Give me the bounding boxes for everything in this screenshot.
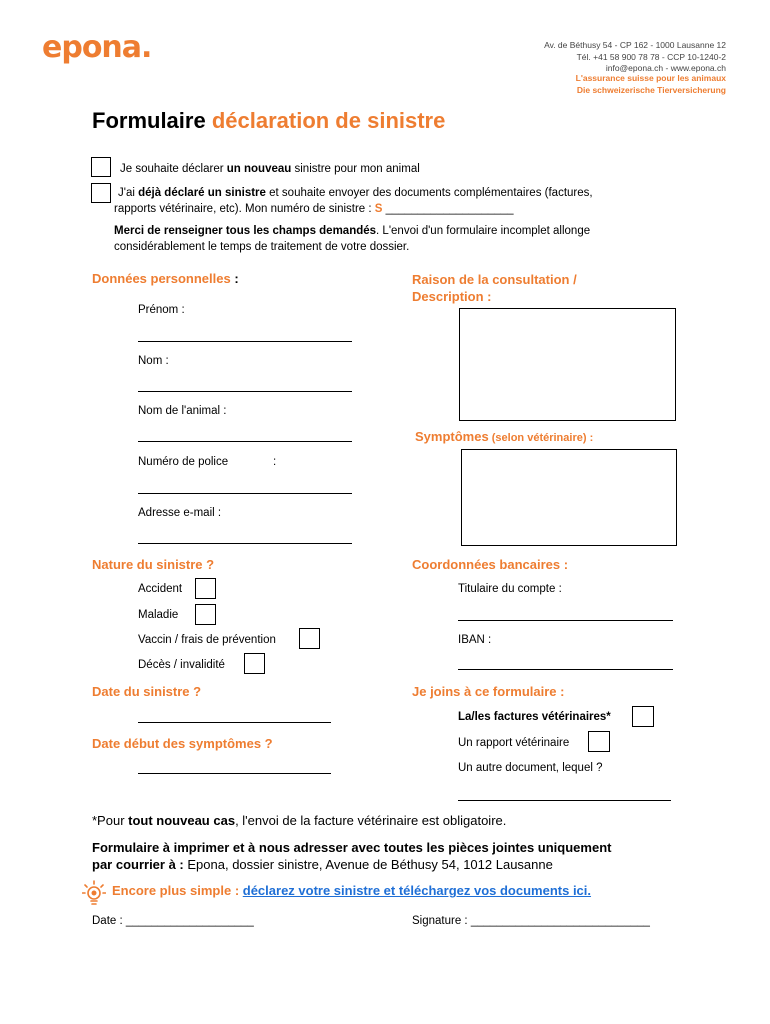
address-line: Av. de Béthusy 54 - CP 162 - 1000 Lausanne 12	[544, 40, 726, 50]
tagline-de: Die schweizerische Tierversicherung	[576, 84, 726, 95]
claim-date-heading: Date du sinistre ?	[92, 684, 202, 699]
tagline	[576, 73, 726, 96]
opt2-line2: rapports vétérinaire, etc). Mon numéro de sinistre :	[114, 203, 375, 215]
vaccine-label: Vaccin / frais de prévention	[138, 634, 276, 646]
symptoms-note: (selon vétérinaire) :	[488, 432, 594, 444]
notice-bold: Merci de renseigner tous les champs demandés	[114, 225, 377, 237]
account-holder-field[interactable]	[458, 620, 673, 621]
page-title	[92, 108, 445, 134]
reason-heading	[412, 271, 577, 305]
print-bold1: Formulaire à imprimer et à nous adresser avec toutes les pièces jointes uniquement	[92, 840, 612, 855]
claim-number-field[interactable]: ____________________	[382, 203, 514, 215]
claim-number-line	[114, 202, 514, 218]
mail-instructions	[92, 839, 692, 873]
online-claim-line	[112, 883, 591, 898]
reason-heading-line2: Description :	[412, 289, 492, 304]
opt1-post: sinistre pour mon animal	[291, 163, 420, 175]
signature-line	[412, 915, 650, 927]
contact-info	[544, 40, 726, 75]
email-field[interactable]	[138, 543, 352, 544]
online-claim-link[interactable]: déclarez votre sinistre et téléchargez vos documents ici.	[242, 883, 592, 898]
report-label: Un rapport vétérinaire	[458, 737, 570, 749]
print-rest: Epona, dossier sinistre, Avenue de Béthusy 54, 1012 Lausanne	[183, 857, 553, 872]
symptoms-textbox[interactable]	[461, 449, 677, 546]
opt2-bold: déjà déclaré un sinistre	[138, 187, 266, 199]
attach-heading: Je joins à ce formulaire :	[412, 684, 565, 699]
date-field[interactable]: ____________________	[125, 915, 254, 927]
simple-text: Encore plus simple :	[112, 883, 243, 898]
accident-label: Accident	[138, 583, 183, 595]
firstname-field[interactable]	[138, 341, 352, 342]
title-part2: déclaration de sinistre	[211, 108, 446, 133]
print-bold2: par courrier à :	[92, 857, 184, 872]
existing-claim-label	[118, 186, 680, 202]
notice-rest: . L'envoi d'un formulaire incomplet allonge	[376, 225, 591, 237]
opt1-bold: un nouveau	[226, 163, 292, 175]
personal-heading	[92, 271, 239, 286]
invoices-label: La/les factures vétérinaires*	[458, 711, 611, 723]
invoices-checkbox[interactable]	[632, 706, 654, 727]
tagline-fr: L'assurance suisse pour les animaux	[575, 73, 726, 83]
signature-label: Signature :	[412, 915, 471, 927]
invoice-note	[92, 813, 506, 828]
existing-claim-checkbox[interactable]	[91, 183, 111, 203]
iban-label: IBAN :	[458, 634, 492, 646]
account-holder-label: Titulaire du compte :	[458, 583, 562, 595]
death-label: Décès / invalidité	[138, 659, 225, 671]
animal-name-label: Nom de l'animal :	[138, 405, 227, 417]
lastname-label: Nom :	[138, 355, 169, 367]
illness-checkbox[interactable]	[195, 604, 216, 625]
opt2-pre: J'ai	[118, 187, 139, 199]
new-claim-label	[120, 162, 420, 178]
notice-line2: considérablement le temps de traitement de votre dossier.	[114, 241, 410, 253]
reason-heading-line1: Raison de la consultation /	[412, 272, 577, 287]
symptom-date-heading: Date début des symptômes ?	[92, 736, 273, 751]
vaccine-checkbox[interactable]	[299, 628, 320, 649]
notice-line1	[114, 224, 680, 240]
illness-label: Maladie	[138, 609, 179, 621]
personal-colon: :	[230, 271, 239, 286]
claim-date-field[interactable]	[138, 722, 331, 723]
policy-number-label: Numéro de police	[138, 456, 229, 468]
date-line	[92, 915, 254, 927]
email-label: Adresse e-mail :	[138, 507, 222, 519]
other-doc-field[interactable]	[458, 800, 671, 801]
nature-heading: Nature du sinistre ?	[92, 557, 215, 572]
lightbulb-icon	[82, 880, 106, 906]
policy-number-colon: :	[273, 456, 277, 468]
email-web-line: info@epona.ch - www.epona.ch	[605, 63, 726, 73]
death-checkbox[interactable]	[244, 653, 265, 674]
note-post: , l'envoi de la facture vétérinaire est obligatoire.	[235, 813, 507, 828]
symptom-date-field[interactable]	[138, 773, 331, 774]
animal-name-field[interactable]	[138, 441, 352, 442]
claim-prefix: S	[374, 203, 383, 215]
opt1-pre: Je souhaite déclarer	[120, 163, 227, 175]
symptoms-heading	[415, 429, 593, 444]
lastname-field[interactable]	[138, 391, 352, 392]
reason-textbox[interactable]	[459, 308, 676, 421]
note-pre: *Pour	[92, 813, 129, 828]
report-checkbox[interactable]	[588, 731, 610, 752]
firstname-label: Prénom :	[138, 304, 185, 316]
note-bold: tout nouveau cas	[128, 813, 236, 828]
phone-line: Tél. +41 58 900 78 78 - CCP 10-1240-2	[576, 51, 726, 62]
title-part1: Formulaire	[92, 108, 206, 133]
symptoms-heading-text: Symptômes	[415, 429, 489, 444]
bank-heading: Coordonnées bancaires :	[412, 557, 569, 572]
opt2-post: et souhaite envoyer des documents complémentaires (factures,	[265, 187, 593, 199]
other-doc-label: Un autre document, lequel ?	[458, 762, 603, 774]
new-claim-checkbox[interactable]	[91, 157, 111, 177]
accident-checkbox[interactable]	[195, 578, 216, 599]
personal-heading-text: Données personnelles	[92, 271, 231, 286]
policy-number-field[interactable]	[138, 493, 352, 494]
epona-logo: epona.	[42, 30, 152, 65]
date-label: Date :	[92, 915, 126, 927]
iban-field[interactable]	[458, 669, 673, 670]
signature-field[interactable]: ____________________________	[470, 915, 650, 927]
